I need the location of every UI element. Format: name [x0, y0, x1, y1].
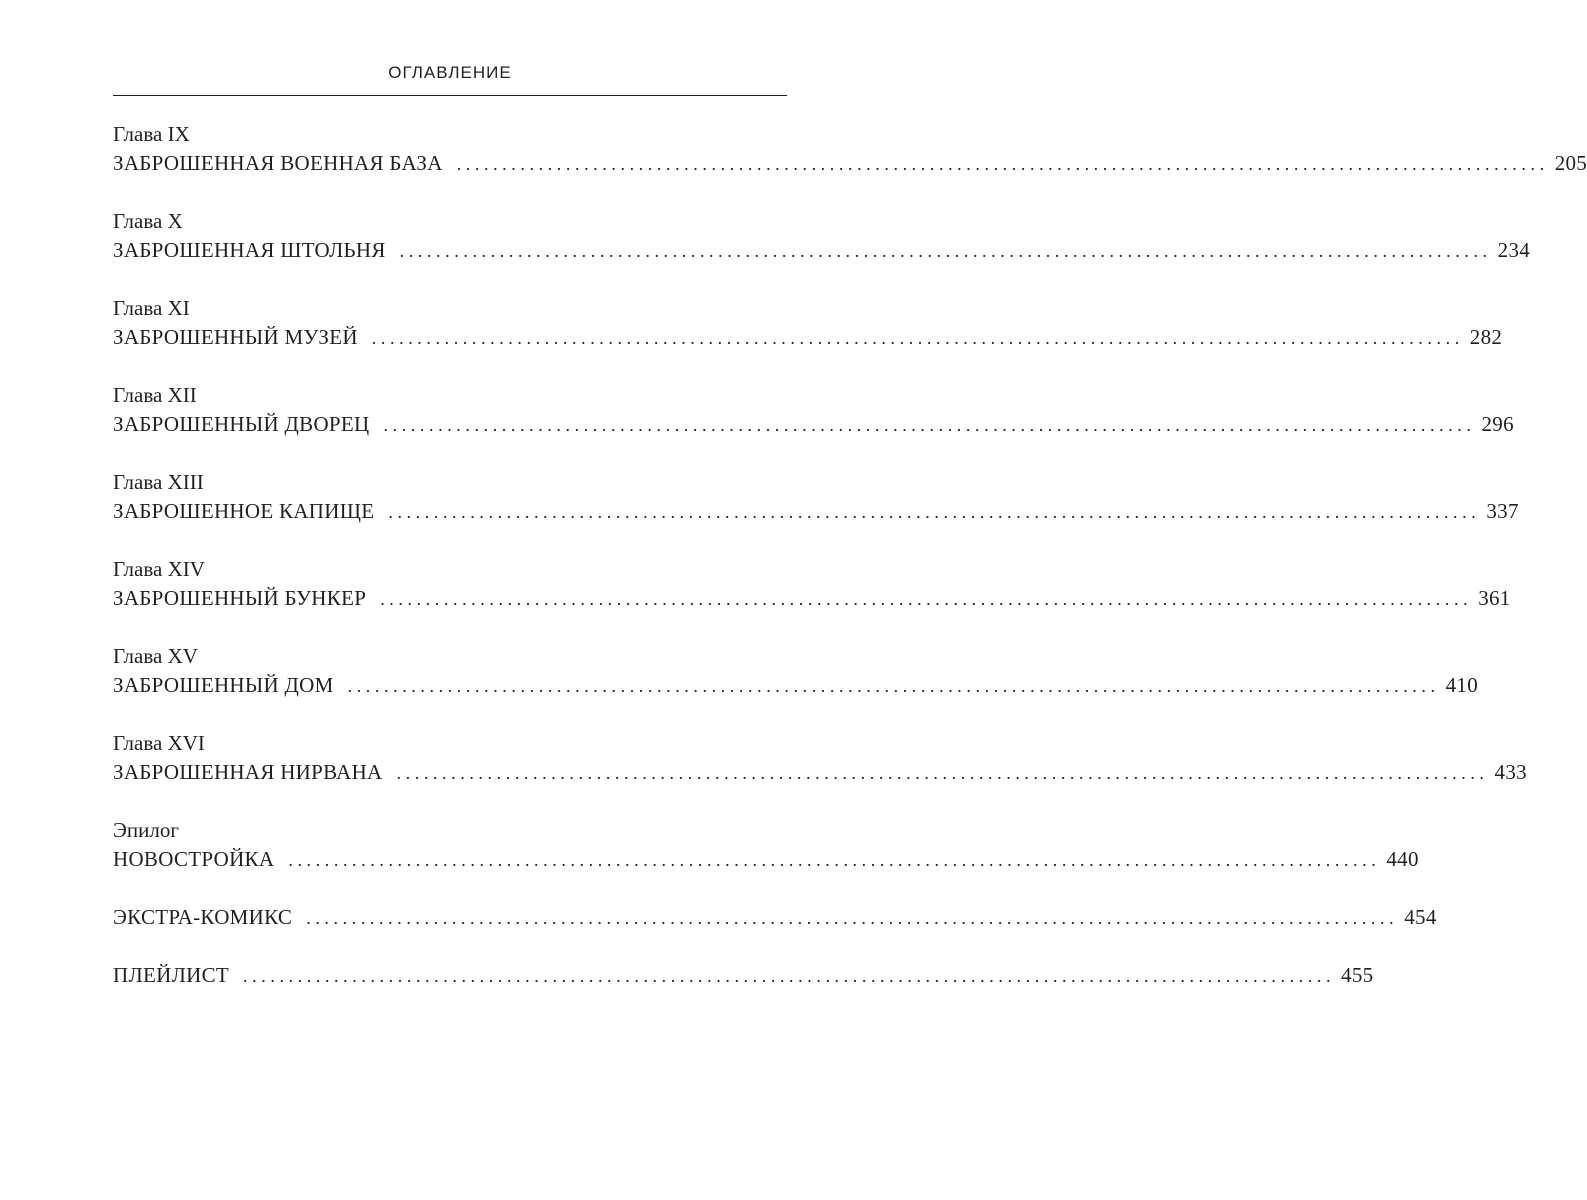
- page: [113, 0, 1587, 1200]
- dot-leader: ........................................................................................................................: [371, 328, 1464, 348]
- dot-leader: ........................................................................................................................: [288, 850, 1381, 870]
- chapter-title: ЗАБРОШЕННАЯ ШТОЛЬНЯ: [113, 238, 386, 262]
- toc-line: [113, 845, 1419, 874]
- toc-entry[interactable]: [113, 961, 1374, 1019]
- toc-line: [113, 410, 1514, 439]
- dot-leader: ........................................................................................................................: [380, 589, 1473, 609]
- chapter-title: ЗАБРОШЕННЫЙ БУНКЕР: [113, 586, 367, 610]
- page-number: 337: [1486, 499, 1519, 523]
- dot-leader: ........................................................................................................................: [399, 241, 1492, 261]
- toc-line: [113, 961, 1374, 990]
- page-number: 454: [1404, 905, 1437, 929]
- page-number: 433: [1494, 760, 1527, 784]
- chapter-label: Глава XII: [113, 383, 197, 407]
- chapter-label: Глава XIII: [113, 470, 204, 494]
- page-number: 361: [1478, 586, 1511, 610]
- toc-line: [113, 758, 1527, 787]
- chapter-label: Глава XV: [113, 644, 198, 668]
- chapter-title: ЗАБРОШЕННЫЙ ДОМ: [113, 673, 334, 697]
- toc-entry[interactable]: [113, 729, 1527, 816]
- chapter-label: Глава XVI: [113, 731, 205, 755]
- chapter-title: ПЛЕЙЛИСТ: [113, 963, 230, 987]
- toc-line: [113, 671, 1478, 700]
- page-number: 455: [1341, 963, 1374, 987]
- chapter-label: Глава X: [113, 209, 183, 233]
- dot-leader: ........................................................................................................................: [396, 763, 1489, 783]
- toc-entry[interactable]: [113, 816, 1419, 903]
- toc-entry[interactable]: [113, 903, 1437, 961]
- toc-entry[interactable]: [113, 468, 1519, 555]
- page-number: 205: [1554, 151, 1587, 175]
- running-head: ОГЛАВЛЕНИЕ: [388, 63, 512, 82]
- page-number: 410: [1445, 673, 1478, 697]
- chapter-title: ЗАБРОШЕННАЯ НИРВАНА: [113, 760, 383, 784]
- chapter-title: НОВОСТРОЙКА: [113, 847, 275, 871]
- toc-entry[interactable]: [113, 294, 1503, 381]
- toc-line: [113, 236, 1531, 265]
- page-number: 296: [1481, 412, 1514, 436]
- chapter-label: Эпилог: [113, 818, 179, 842]
- dot-leader: ........................................................................................................................: [383, 415, 1476, 435]
- dot-leader: ........................................................................................................................: [456, 154, 1549, 174]
- toc-entry[interactable]: [113, 120, 1587, 207]
- chapter-label: Глава XIV: [113, 557, 205, 581]
- toc-entry[interactable]: [113, 381, 1514, 468]
- dot-leader: ........................................................................................................................: [243, 966, 1336, 986]
- toc-line: [113, 149, 1587, 178]
- toc-entry[interactable]: [113, 207, 1531, 294]
- page-number: 440: [1386, 847, 1419, 871]
- toc-line: [113, 323, 1503, 352]
- chapter-title: ЗАБРОШЕННОЕ КАПИЩЕ: [113, 499, 375, 523]
- toc-line: [113, 903, 1437, 932]
- chapter-title: ЭКСТРА-КОМИКС: [113, 905, 293, 929]
- toc-line: [113, 497, 1519, 526]
- dot-leader: ........................................................................................................................: [347, 676, 1440, 696]
- toc-entry[interactable]: [113, 555, 1511, 642]
- toc-line: [113, 584, 1511, 613]
- header-rule: [113, 95, 787, 96]
- toc-entry[interactable]: [113, 642, 1478, 729]
- chapter-label: Глава IX: [113, 122, 190, 146]
- page-number: 282: [1469, 325, 1503, 349]
- page-number: 234: [1497, 238, 1531, 262]
- dot-leader: ........................................................................................................................: [306, 908, 1399, 928]
- chapter-title: ЗАБРОШЕННАЯ ВОЕННАЯ БАЗА: [113, 151, 443, 175]
- chapter-title: ЗАБРОШЕННЫЙ ДВОРЕЦ: [113, 412, 370, 436]
- table-of-contents: [113, 120, 1587, 1019]
- dot-leader: ........................................................................................................................: [388, 502, 1481, 522]
- chapter-title: ЗАБРОШЕННЫЙ МУЗЕЙ: [113, 325, 358, 349]
- chapter-label: Глава XI: [113, 296, 190, 320]
